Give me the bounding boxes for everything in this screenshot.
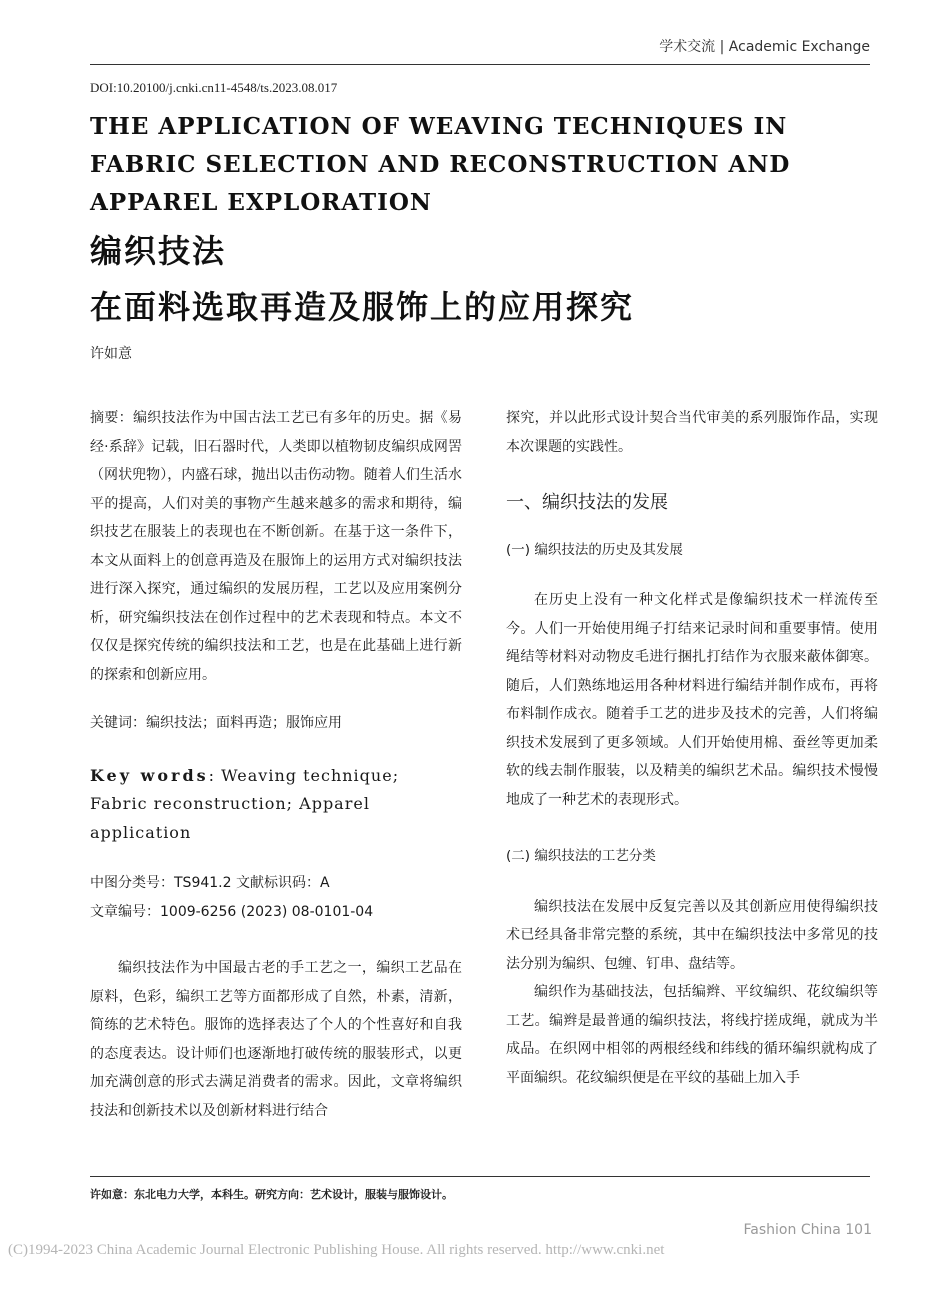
classification bbox=[90, 869, 462, 926]
chinese-title-line1: 编织技法 bbox=[90, 232, 227, 270]
keywords-en-label: Key words bbox=[90, 765, 209, 785]
author: 许如意 bbox=[90, 346, 132, 362]
chinese-title-line2: 在面料选取再造及服饰上的应用探究 bbox=[90, 288, 635, 326]
intro-paragraph: 编织技法作为中国最古老的手工艺之一，编织工艺品在原料，色彩，编织工艺等方面都形成了自然，朴素，清新，简练的艺术特色。服饰的选择表达了个人的个性喜好和自我的态度表达。设计师们也逐渐地打破传统的服装形式，以更加充满创意的形式去满足消费者的需求。因此，文章将编织技法和创新技术以及创新材料进行结合 bbox=[90, 960, 462, 1119]
paragraph-classification: 编织技法在发展中反复完善以及其创新应用使得编织技术已经具备非常完整的系统，其中在编织技法中多常见的技法分别为编织、包缠、钉串、盘结等。 bbox=[506, 898, 878, 972]
subsection-heading-2: (二) 编织技法的工艺分类 bbox=[506, 848, 656, 864]
copyright-watermark: (C)1994-2023 China Academic Journal Electronic Publishing House. All rights reserved. http://www.cnki.net bbox=[8, 1242, 665, 1258]
page-footer: Fashion China 101 bbox=[743, 1222, 872, 1238]
continued-paragraph: 探究，并以此形式设计契合当代审美的系列服饰作品，实现本次课题的实践性。 bbox=[506, 410, 878, 455]
left-column bbox=[90, 404, 462, 1125]
author-footnote: 许如意：东北电力大学，本科生。研究方向：艺术设计，服装与服饰设计。 bbox=[90, 1188, 453, 1201]
header-rule bbox=[90, 64, 870, 65]
doi: DOI:10.20100/j.cnki.cn11-4548/ts.2023.08.017 bbox=[90, 80, 338, 95]
english-title: THE APPLICATION OF WEAVING TECHNIQUES IN FABRIC SELECTION AND RECONSTRUCTION AND APPAREL EXPLORATION bbox=[90, 113, 791, 216]
journal-section-header: 学术交流 | Academic Exchange bbox=[659, 39, 870, 55]
abstract: 摘要：编织技法作为中国古法工艺已有多年的历史。据《易经·系辞》记载，旧石器时代，人类即以植物韧皮编织成网罟（网状兜物），内盛石球，抛出以击伤动物。随着人们生活水平的提高，人们对美的事物产生越来越多的需求和期待，编织技艺在服装上的表现也在不断创新。在基于这一条件下，本文从面料上的创意再造及在服饰上的运用方式对编织技法进行深入探究，通过编织的发展历程，工艺以及应用案例分析，研究编织技法在创作过程中的艺术表现和特点。本文不仅仅是探究传统的编织技法和工艺，也是在此基础上进行新的探索和创新应用。 bbox=[90, 410, 462, 683]
footnote-rule bbox=[90, 1176, 870, 1177]
keywords-en bbox=[90, 762, 462, 848]
right-column bbox=[506, 404, 878, 1092]
subsection-heading-1: (一) 编织技法的历史及其发展 bbox=[506, 541, 683, 558]
keywords-en-text: : Weaving technique; Fabric reconstruction; Apparel application bbox=[90, 765, 400, 842]
classification-line2: 文章编号：1009-6256 (2023) 08-0101-04 bbox=[90, 903, 374, 920]
classification-line1: 中图分类号：TS941.2 文献标识码：A bbox=[90, 875, 330, 891]
paragraph-history: 在历史上没有一种文化样式是像编织技术一样流传至今。人们一开始使用绳子打结来记录时间和重要事情。使用绳结等材料对动物皮毛进行捆扎打结作为衣服来蔽体御寒。随后，人们熟练地运用各种材料进行编结并制作成布，再将布料制作成衣。随着手工艺的进步及技术的完善，人们将编织技术发展到了更多领域。人们开始使用棉、蚕丝等更加柔软的线去制作服装，以及精美的编织艺术品。编织技术慢慢地成了一种艺术的表现形式。 bbox=[506, 592, 878, 808]
keywords-zh: 关键词：编织技法；面料再造；服饰应用 bbox=[90, 715, 342, 731]
section-heading-1: 一、编织技法的发展 bbox=[506, 492, 668, 513]
paragraph-weaving: 编织作为基础技法，包括编辫、平纹编织、花纹编织等工艺。编辫是最普通的编织技法，将线拧搓成绳，就成为半成品。在织网中相邻的两根经线和纬线的循环编织就构成了平面编织。花纹编织便是在平纹的基础上加入手 bbox=[506, 984, 878, 1086]
